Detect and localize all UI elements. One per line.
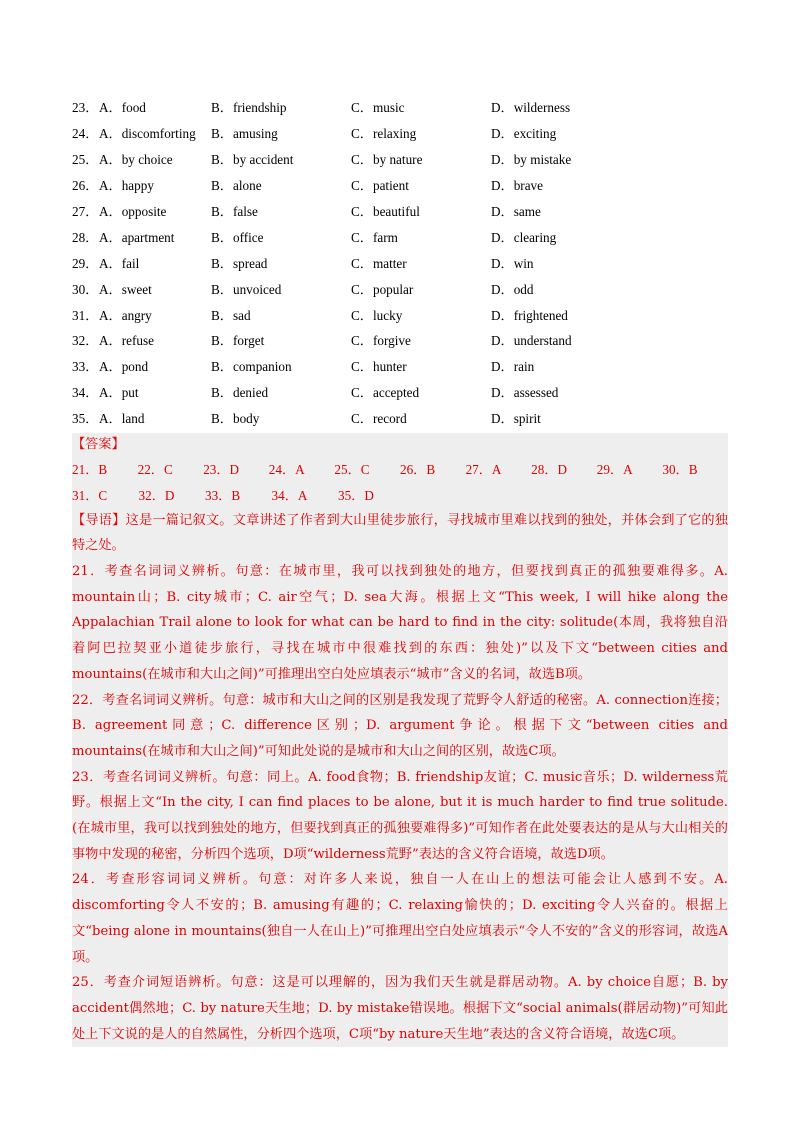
option-d: D．assessed — [491, 385, 559, 401]
option-b: B．amusing — [211, 126, 278, 142]
option-b: B．forget — [211, 333, 265, 349]
explanations — [72, 559, 728, 1047]
option-c: C．accepted — [351, 385, 420, 401]
question-options-row — [72, 275, 728, 301]
option-a: A．fail — [99, 255, 140, 271]
option-a: A．food — [99, 100, 146, 116]
answer-key: 32．D — [138, 488, 175, 504]
question-number: 31． — [72, 307, 99, 323]
option-b: B．denied — [211, 385, 269, 401]
option-b: B．alone — [211, 178, 262, 194]
option-a: A．angry — [99, 307, 152, 323]
option-d: D．understand — [491, 333, 572, 349]
option-b: B．sad — [211, 307, 251, 323]
answer-key: 34．A — [271, 488, 308, 504]
option-b: B．companion — [211, 359, 292, 375]
option-c: C．by nature — [351, 152, 423, 168]
question-number: 32． — [72, 333, 99, 349]
question-options-row — [72, 301, 728, 327]
option-a: A．refuse — [99, 333, 154, 349]
option-d: D．win — [491, 255, 534, 271]
explanation-paragraph: 22．考查名词词义辨析。句意：城市和大山之间的区别是我发现了荒野令人舒适的秘密。A. connection连接；B. agreement同意；C. difference区别；D. argument争论。根据下文“between cities and mountains(在城市和大山之间)”可知此处说的是城市和大山之间的区别，故选C项。 — [72, 692, 728, 759]
option-a: A．land — [99, 411, 145, 427]
option-d: D．clearing — [491, 229, 557, 245]
answer-key: 28．D — [531, 462, 568, 478]
option-c: C．patient — [351, 178, 409, 194]
options-list — [72, 94, 728, 431]
option-d: D．same — [491, 204, 541, 219]
explanation-paragraph: 25．考查介词短语辨析。句意：这是可以理解的，因为我们天生就是群居动物。A. by choice自愿；B. by accident偶然地；C. by nature天生地；D. by mistake错误地。根据下文“social animals(群居动物)”可知此处上下文说的是人的自然属性，分析四个选项，C项“by nature天生地”表达的含义符合语境，故选C项。 — [72, 975, 728, 1042]
answer-key: 24．A — [268, 462, 305, 478]
option-c: C．beautiful — [351, 204, 420, 219]
question-options-row — [72, 379, 728, 405]
question-number: 35． — [72, 411, 99, 427]
question-number: 25． — [72, 152, 99, 168]
question-options-row — [72, 198, 728, 224]
option-c: C．matter — [351, 255, 407, 271]
answer-key: 35．D — [338, 488, 374, 504]
question-number: 29． — [72, 255, 99, 271]
question-options-row — [72, 249, 728, 275]
option-d: D．exciting — [491, 126, 557, 142]
answer-key: 27．A — [465, 462, 502, 478]
question-number: 33． — [72, 359, 99, 375]
option-a: A．sweet — [99, 281, 152, 297]
option-c: C．farm — [351, 229, 398, 245]
answer-key: 22．C — [137, 462, 173, 478]
question-number: 30． — [72, 281, 99, 297]
question-options-row — [72, 353, 728, 379]
answer-key: 31．C — [72, 488, 108, 504]
option-c: C．forgive — [351, 333, 411, 349]
option-a: A．opposite — [99, 204, 167, 219]
answer-key: 21．B — [72, 462, 108, 478]
option-d: D．odd — [491, 281, 534, 297]
option-a: A．pond — [99, 359, 149, 375]
option-b: B．by accident — [211, 152, 294, 168]
option-c: C．record — [351, 411, 407, 427]
document-page — [72, 94, 728, 1047]
option-a: A．discomforting — [99, 126, 196, 142]
question-options-row — [72, 94, 728, 120]
answer-key: 26．B — [399, 462, 436, 478]
option-b: B．false — [211, 204, 258, 219]
answer-section — [72, 433, 728, 1048]
question-options-row — [72, 327, 728, 353]
option-c: C．hunter — [351, 359, 407, 375]
question-options-row — [72, 120, 728, 146]
answer-title: 【答案】 — [72, 436, 125, 452]
question-number: 23． — [72, 100, 99, 116]
question-options-row — [72, 172, 728, 198]
option-c: C．lucky — [351, 307, 403, 323]
answer-keys-row — [72, 482, 728, 508]
answer-key: 23．D — [203, 462, 240, 478]
option-d: D．brave — [491, 178, 543, 194]
option-a: A．happy — [99, 178, 154, 194]
explanation-paragraph: 21．考查名词词义辨析。句意：在城市里，我可以找到独处的地方，但要找到真正的孤独要难得多。A. mountain山；B. city城市；C. air空气；D. sea大海。根据上文“This week, I will hike along the Appalachian Trail alone to look for what can be hard to find in the city: solitude(本周，我将独自沿着阿巴拉契亚小道徒步旅行，寻找在城市中很难找到的东西：独处)”以及下文“between cities and mountains(在城市和大山之间)”可推理出空白处应填表示“城市”含义的名词，故选B项。 — [72, 563, 728, 682]
option-d: D．rain — [491, 359, 535, 375]
answer-keys-row — [72, 456, 728, 482]
option-a: A．by choice — [99, 152, 173, 168]
question-number: 34． — [72, 385, 99, 401]
option-c: C．music — [351, 100, 405, 116]
question-number: 26． — [72, 178, 99, 194]
option-d: D．spirit — [491, 411, 541, 427]
question-number: 28． — [72, 229, 99, 245]
option-a: A．apartment — [99, 229, 175, 245]
option-c: C．relaxing — [351, 126, 417, 142]
option-d: D．frightened — [491, 307, 568, 323]
option-d: D．wilderness — [491, 100, 571, 116]
question-number: 27． — [72, 204, 99, 219]
question-number: 24． — [72, 126, 99, 142]
question-options-row — [72, 223, 728, 249]
guide-paragraph: 【导语】这是一篇记叙文。文章讲述了作者到大山里徒步旅行，寻找城市里难以找到的独处，并体会到了它的独特之处。 — [72, 512, 728, 554]
explanation-paragraph: 24．考查形容词词义辨析。句意：对许多人来说，独自一人在山上的想法可能会让人感到不安。A. discomforting令人不安的；B. amusing有趣的；C. relaxing愉快的；D. exciting令人兴奋的。根据上文“being alone in mountains(独自一人在山上)”可推理出空白处应填表示“令人不安的”含义的形容词，故选A项。 — [72, 872, 728, 965]
answer-key: 33．B — [205, 488, 241, 504]
option-b: B．office — [211, 229, 264, 245]
option-b: B．spread — [211, 255, 268, 271]
option-c: C．popular — [351, 281, 414, 297]
option-d: D．by mistake — [491, 152, 572, 168]
question-options-row — [72, 146, 728, 172]
explanation-paragraph: 23．考查名词词义辨析。句意：同上。A. food食物；B. friendship友谊；C. music音乐；D. wilderness荒野。根据上文“In the city, I can find places to be alone, but it is much harder to find true solitude.(在城市里，我可以找到独处的地方，但要找到真正的孤独要难得多)”可知作者在此处要表达的是从与大山相关的事物中发现的秘密，分析四个选项，D项“wilderness荒野”表达的含义符合语境，故选D项。 — [72, 769, 728, 862]
option-b: B．body — [211, 411, 260, 427]
answer-key: 30．B — [662, 462, 698, 478]
answer-key: 25．C — [334, 462, 370, 478]
option-a: A．put — [99, 385, 139, 401]
question-options-row — [72, 405, 728, 431]
option-b: B．unvoiced — [211, 281, 282, 297]
option-b: B．friendship — [211, 100, 287, 116]
answer-key: 29．A — [596, 462, 633, 478]
